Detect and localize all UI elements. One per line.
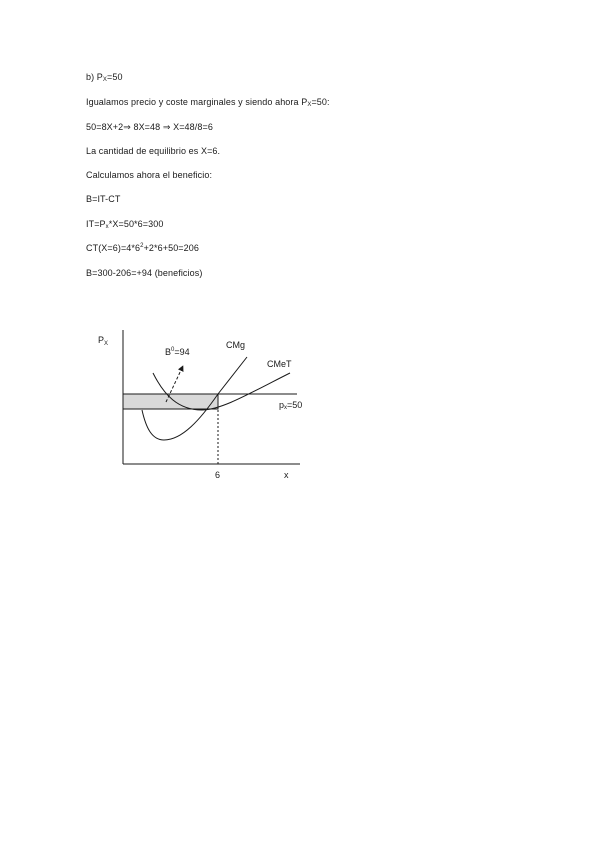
profit-formula-line: B=IT-CT — [86, 194, 121, 204]
profit-result-line: B=300-206=+94 (beneficios) — [86, 268, 203, 278]
atc-label: CMeT — [267, 359, 292, 369]
intro-line: Igualamos precio y coste marginales y siendo ahora $P_X=50$: — [86, 97, 330, 108]
equation-line: 50=8X+2⇒ 8X=48 ⇒ X=48/8=6 — [86, 122, 213, 132]
x-axis-label: x — [284, 470, 289, 480]
equilibrium-line: La cantidad de equilibrio es X=6. — [86, 146, 221, 156]
profit-area — [123, 394, 218, 409]
price-label: px=50 — [279, 400, 303, 411]
mc-label: CMg — [226, 340, 246, 350]
profit-label: $B^0=94$ — [165, 347, 190, 357]
profit-intro-line: Calculamos ahora el beneficio: — [86, 170, 213, 180]
y-axis-label: $P_X$ — [98, 335, 109, 347]
revenue-line: $IT=P_x*X=50*6=300$ — [86, 219, 164, 230]
cost-line: $CT(X=6)=4*6^2+2*6+50=206$ — [86, 243, 199, 253]
part-heading: b) $P_X=50$ — [86, 72, 123, 83]
x-tick-label: 6 — [215, 470, 221, 480]
